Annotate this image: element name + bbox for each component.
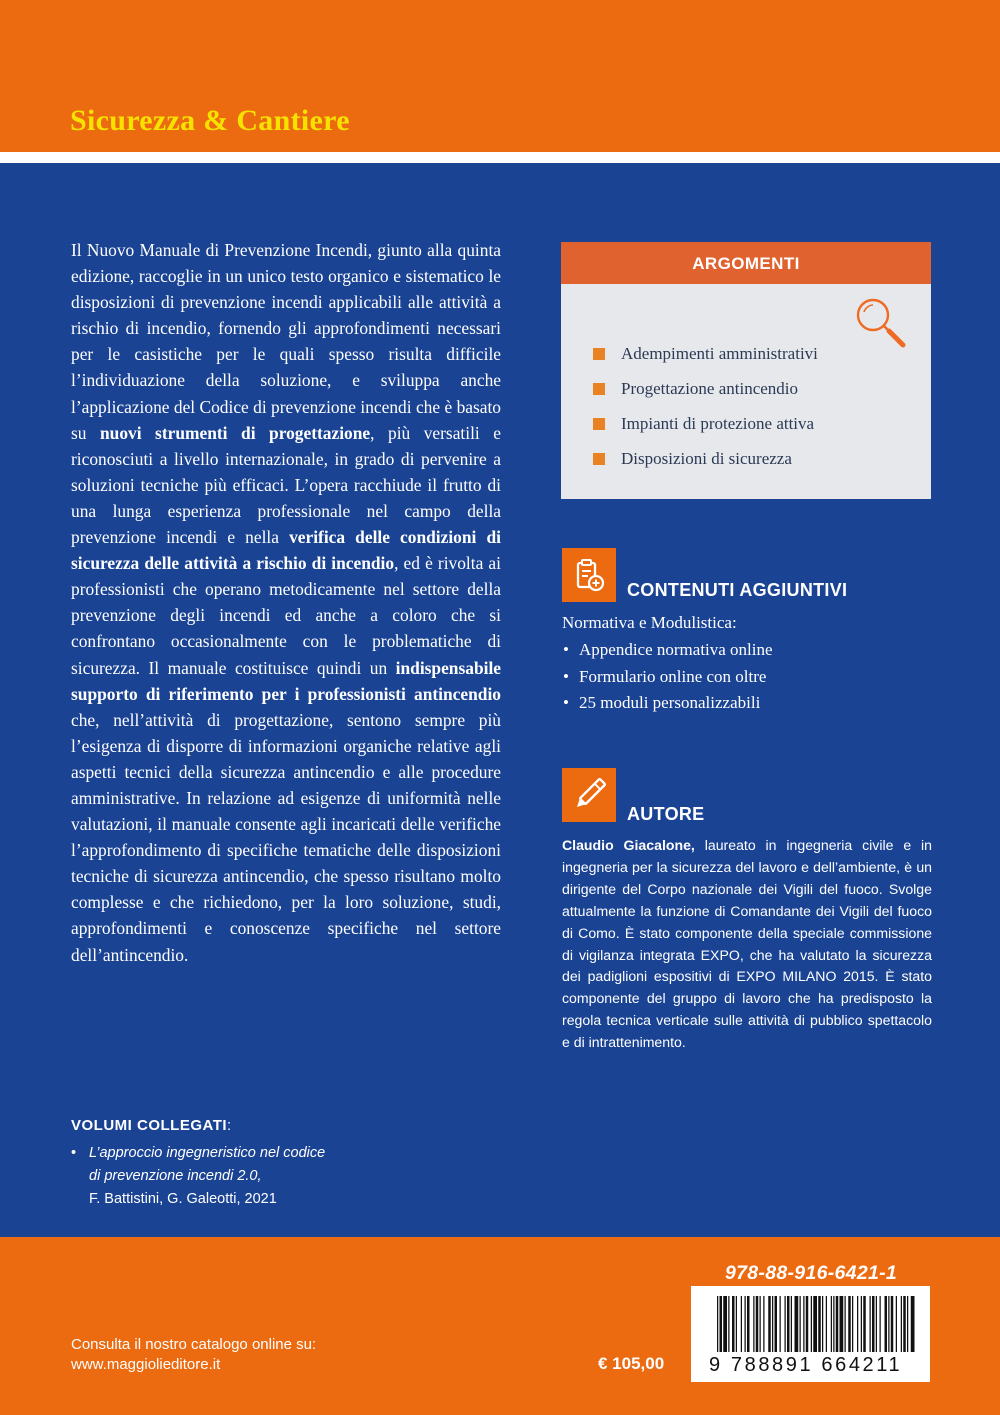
argomenti-title: ARGOMENTI xyxy=(561,242,931,284)
argomenti-item-label: Progettazione antincendio xyxy=(621,378,799,398)
barcode-bar xyxy=(845,1296,846,1352)
bullet-icon: • xyxy=(71,1145,77,1161)
argomenti-item xyxy=(593,336,818,371)
barcode-bar xyxy=(891,1296,894,1352)
barcode-bar xyxy=(723,1296,727,1352)
barcode-bar xyxy=(747,1296,750,1352)
barcode-bar xyxy=(756,1296,759,1352)
barcode-bar xyxy=(863,1296,866,1352)
contenuti-list xyxy=(562,637,773,717)
barcode-bar xyxy=(717,1296,718,1352)
contenuti-item-continuation: • 25 moduli personalizzabili xyxy=(562,690,773,717)
barcode-bar xyxy=(901,1296,902,1352)
barcode-bar xyxy=(768,1296,771,1352)
description-text xyxy=(71,237,501,968)
related-volume-title-line-1: L’approccio ingegneristico nel codice xyxy=(89,1145,326,1161)
barcode-bar xyxy=(720,1296,723,1352)
barcode-bar xyxy=(861,1296,862,1352)
related-volume-title-line-2: di prevenzione incendi 2.0, xyxy=(89,1168,262,1184)
barcode-bar xyxy=(787,1296,790,1352)
author-bio-text: laureato in ingegneria civile e in ingegneria per la sicurezza del lavoro e dell’ambiente, è un dirigente del Corpo nazionale dei Vigili del fuoco. Svolge attualmente la funzione di Comandante dei Vigili del fuoco di Como. È stato componente della speciale commissione di vigilanza integrata EXPO, che ha valutato la sicurezza dei padiglioni espositivi di EXPO MILANO 2015. È stato componente del gruppo di lavoro che ha predisposto la regola tecnica verticale sulle attività di pubblico spettacolo e di intrattenimento. xyxy=(562,837,933,1051)
description-part-2: , più versatili e riconosciuti a livello internazionale, in grado di pervenire a soluzioni tecniche più efficaci. L’opera racchiude il frutto di una lunga esperienza professionale nel campo della prevenzione incendi e nella xyxy=(71,422,501,548)
series-title: Sicurezza & Cantiere xyxy=(70,104,350,137)
barcode-bar xyxy=(880,1296,881,1352)
description-highlight-2: verifica delle condizioni di sicurezza delle attività a rischio di incendio xyxy=(71,527,501,574)
barcode-bar xyxy=(806,1296,809,1352)
square-bullet-icon xyxy=(593,453,605,465)
author-name: Claudio Giacalone, xyxy=(562,837,695,853)
barcode-bar xyxy=(903,1296,906,1352)
description-part-1: Il Nuovo Manuale di Prevenzione Incendi, giunto alla quinta edizione, raccoglie in un unico testo organico e sistematico le disposizioni di prevenzione incendi applicabili alle attività a rischio di incendio, fornendo gli approfondimenti necessari per le casistiche per le quali spesso risulta difficile l’individuazione della soluzione, e sviluppa anche l’applicazione del Codice di prevenzione incendi che è basato su xyxy=(71,240,501,443)
price: € 105,00 xyxy=(598,1354,665,1373)
document-add-icon xyxy=(562,548,616,602)
barcode-bar xyxy=(840,1296,844,1352)
pen-icon xyxy=(562,768,616,822)
argomenti-item xyxy=(593,406,818,441)
contenuti-title: CONTENUTI AGGIUNTIVI xyxy=(627,580,848,600)
barcode-bar xyxy=(753,1296,754,1352)
related-volume-authors: F. Battistini, G. Galeotti, 2021 xyxy=(89,1191,277,1207)
website-link[interactable]: www.maggiolieditore.it xyxy=(71,1356,221,1373)
barcode-bar xyxy=(763,1296,764,1352)
barcode-bar xyxy=(852,1296,853,1352)
description-part-3: , ed è rivolta ai professionisti che operano metodicamente nel settore della prevenzione degli incendi ed anche a coloro che si confrontano occasionalmente con le problematiche di sicurezza. Il manuale costituisce quindi un xyxy=(71,553,501,678)
argomenti-item xyxy=(593,441,818,476)
barcode-bar xyxy=(760,1296,761,1352)
barcode-bar xyxy=(848,1296,851,1352)
catalog-text: Consulta il nostro catalogo online su: xyxy=(71,1336,317,1353)
argomenti-item xyxy=(593,371,818,406)
barcode-bar xyxy=(896,1296,897,1352)
barcode-bar xyxy=(791,1296,792,1352)
barcode-bar xyxy=(795,1296,799,1352)
barcode-bar xyxy=(907,1296,908,1352)
contenuti-intro: Normativa e Modulistica: xyxy=(562,613,737,632)
description-part-4: che, nell’attività di progettazione, sentono sempre più l’esigenza di disporre di informazioni organiche relative agli aspetti tecnici della sicurezza antincendio e alle procedure amministrative. In relazione ad esigenze di uniformità nelle valutazioni, il manuale consente agli incaricati delle verifiche l’approfondimento di specifiche tematiche delle disposizioni tecniche di sicurezza antincendio, che spesso risultano molto complesse e che richiedono, per la loro soluzione, studi, approfondimenti e conoscenze specifiche nel settore dell’antincendio. xyxy=(71,709,501,965)
square-bullet-icon xyxy=(593,348,605,360)
magnifier-icon xyxy=(851,294,909,352)
square-bullet-icon xyxy=(593,418,605,430)
barcode-bar xyxy=(775,1296,778,1352)
argomenti-box xyxy=(561,242,931,499)
barcode-bar xyxy=(732,1296,735,1352)
divider-stripe xyxy=(0,152,1000,163)
related-volumes-title-text: VOLUMI COLLEGATI xyxy=(71,1117,228,1134)
argomenti-item-label: Impianti di protezione attiva xyxy=(621,413,815,433)
barcode-digits: 9 788891 664211 xyxy=(709,1354,903,1376)
barcode-bar xyxy=(800,1296,801,1352)
related-volume-item xyxy=(71,1142,325,1211)
barcode-bar xyxy=(826,1296,827,1352)
barcode-bar xyxy=(870,1296,871,1352)
barcode-bar xyxy=(728,1296,729,1352)
barcode-bar xyxy=(833,1296,834,1352)
argomenti-list xyxy=(593,336,818,476)
barcode-bars xyxy=(717,1296,917,1352)
barcode-bar xyxy=(857,1296,858,1352)
barcode-bar xyxy=(745,1296,746,1352)
barcode-bar xyxy=(741,1296,742,1352)
barcode-bar xyxy=(885,1296,888,1352)
barcode-bar xyxy=(872,1296,875,1352)
isbn-number: 978-88-916-6421-1 xyxy=(725,1262,898,1284)
barcode-bar xyxy=(876,1296,877,1352)
related-volumes-title-colon: : xyxy=(227,1117,232,1134)
autore-title: AUTORE xyxy=(627,804,705,824)
barcode-bar xyxy=(785,1296,786,1352)
description-highlight-1: nuovi strumenti di progettazione xyxy=(99,422,371,443)
barcode-bar xyxy=(822,1296,823,1352)
barcode-bar xyxy=(831,1296,832,1352)
barcode-bar xyxy=(911,1296,915,1352)
argomenti-item-label: Disposizioni di sicurezza xyxy=(621,448,792,468)
square-bullet-icon xyxy=(593,383,605,395)
contenuti-item: • Appendice normativa online xyxy=(562,637,773,664)
barcode-bar xyxy=(772,1296,773,1352)
barcode-bar xyxy=(803,1296,804,1352)
barcode xyxy=(691,1286,930,1382)
barcode-bar xyxy=(780,1296,781,1352)
barcode-bar xyxy=(888,1296,889,1352)
barcode-bar xyxy=(811,1296,812,1352)
barcode-bar xyxy=(836,1296,839,1352)
argomenti-item-label: Adempimenti amministrativi xyxy=(621,343,818,363)
author-bio xyxy=(562,835,932,1054)
barcode-bar xyxy=(818,1296,821,1352)
description-highlight-3: indispensabile supporto di riferimento per i professionisti antincendio xyxy=(71,657,501,704)
barcode-bar xyxy=(813,1296,817,1352)
contenuti-item: • Formulario online con oltre xyxy=(562,664,773,691)
barcode-bar xyxy=(736,1296,737,1352)
related-volumes-title xyxy=(71,1117,232,1134)
